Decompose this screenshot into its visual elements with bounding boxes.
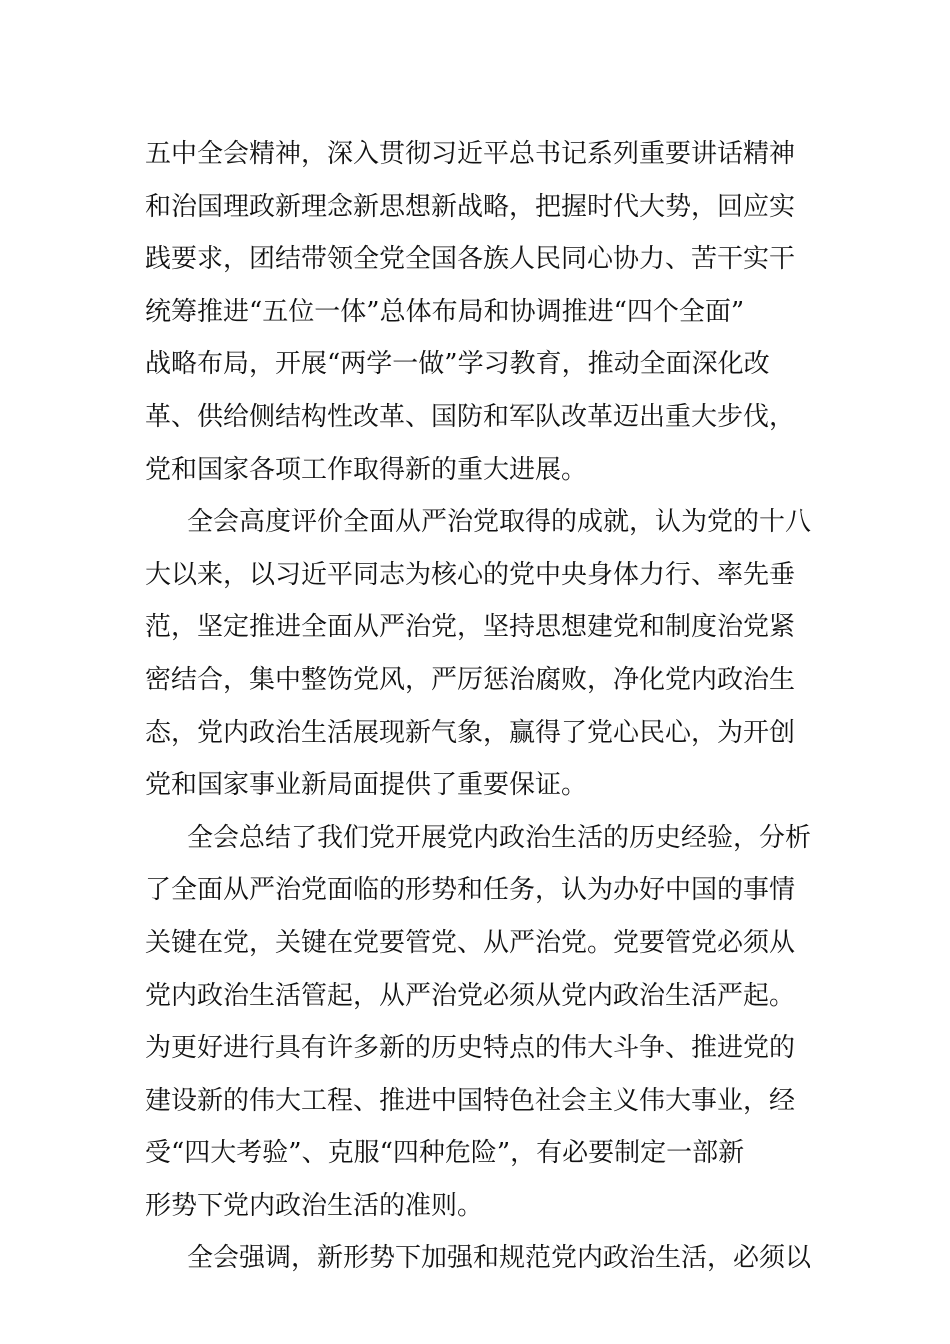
text-line: 为更好进行具有许多新的历史特点的伟大斗争、推进党的 <box>145 1033 796 1064</box>
paragraph-start-line: 全会高度评价全面从严治党取得的成就，认为党的十八 <box>187 507 812 538</box>
text-line: 大以来，以习近平同志为核心的党中央身体力行、率先垂 <box>145 559 796 590</box>
text-line: 和治国理政新理念新思想新战略，把握时代大势，回应实 <box>145 191 796 222</box>
paragraph-start-line: 全会强调，新形势下加强和规范党内政治生活，必须以 <box>187 1243 812 1274</box>
text-line: 建设新的伟大工程、推进中国特色社会主义伟大事业，经 <box>145 1085 796 1116</box>
text-line: 党和国家各项工作取得新的重大进展。 <box>145 454 588 485</box>
text-line: 密结合，集中整饬党风，严厉惩治腐败，净化党内政治生 <box>145 664 796 695</box>
text-line: 革、供给侧结构性改革、国防和军队改革迈出重大步伐， <box>145 401 796 432</box>
text-line: 践要求，团结带领全党全国各族人民同心协力、苦干实干 <box>145 244 796 275</box>
text-line: 战略布局，开展“两学一做”学习教育，推动全面深化改 <box>145 349 770 380</box>
text-line: 统筹推进“五位一体”总体布局和协调推进“四个全面” <box>145 296 745 327</box>
paragraph-start-line: 全会总结了我们党开展党内政治生活的历史经验，分析 <box>187 822 812 853</box>
text-line: 党和国家事业新局面提供了重要保证。 <box>145 770 588 801</box>
text-line: 关键在党，关键在党要管党、从严治党。党要管党必须从 <box>145 927 796 958</box>
text-line: 范，坚定推进全面从严治党，坚持思想建党和制度治党紧 <box>145 612 796 643</box>
text-line: 党内政治生活管起，从严治党必须从党内政治生活严起。 <box>145 980 796 1011</box>
text-line: 形势下党内政治生活的准则。 <box>145 1190 484 1221</box>
text-line: 受“四大考验”、克服“四种危险”，有必要制定一部新 <box>145 1138 745 1169</box>
text-line: 态，党内政治生活展现新气象，赢得了党心民心，为开创 <box>145 717 796 748</box>
text-line: 五中全会精神，深入贯彻习近平总书记系列重要讲话精神 <box>145 139 796 169</box>
body-text <box>145 128 815 1285</box>
text-line: 了全面从严治党面临的形势和任务，认为办好中国的事情 <box>145 875 796 906</box>
